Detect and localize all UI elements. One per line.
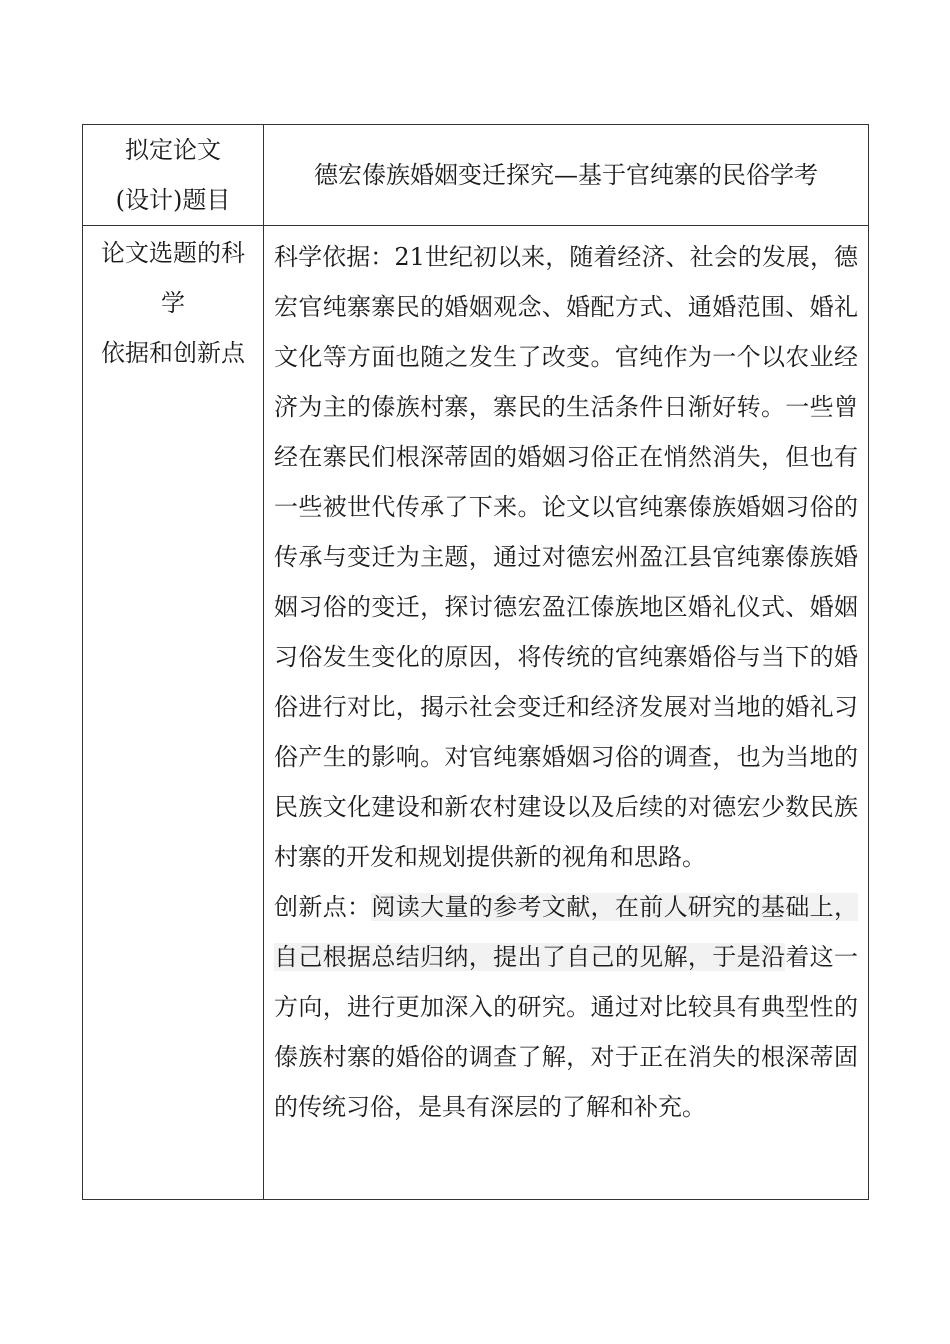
basis-label-cell <box>83 226 264 1200</box>
title-label <box>83 125 263 225</box>
scientific-basis-text: 21世纪初以来，随着经济、社会的发展，德宏官纯寨寨民的婚姻观念、婚配方式、通婚范围、婚礼文化等方面也随之发生了改变。官纯作为一个以农业经济为主的傣族村寨，寨民的生活条件日渐好转。一些曾经在寨民们根深蒂固的婚姻习俗正在悄然消失，但也有一些被世代传承了下来。论文以官纯寨傣族婚姻习俗的传承与变迁为主题，通过对德宏州盈江县官纯寨傣族婚姻习俗的变迁，探讨德宏盈江傣族地区婚礼仪式、婚姻习俗发生变化的原因，将传统的官纯寨婚俗与当下的婚俗进行对比，揭示社会变迁和经济发展对当地的婚礼习俗产生的影响。对官纯寨婚姻习俗的调查，也为当地的民族文化建设和新农村建设以及后续的对德宏少数民族村寨的开发和规划提供新的视角和思路。 <box>274 243 859 871</box>
basis-content <box>264 226 868 1132</box>
thesis-title-cell <box>264 125 869 226</box>
innovation-text-rest: 着这一方向，进行更加深入的研究。通过对比较具有典型性的傣族村寨的婚俗的调查了解，对于正在消失的根深蒂固的传统习俗，是具有深层的了解和补充。 <box>274 943 859 1121</box>
thesis-title: 德宏傣族婚姻变迁探究—基于官纯寨的民俗学考 <box>314 161 818 189</box>
innovation-heading: 创新点： <box>274 893 372 921</box>
basis-row <box>83 226 869 1200</box>
title-label-line1: 拟定论文 <box>125 136 221 164</box>
proposal-form-table <box>82 124 869 1200</box>
basis-label-line2: 依据和创新点 <box>101 339 245 367</box>
scientific-basis-heading: 科学依据： <box>274 243 395 271</box>
innovation-paragraph <box>274 882 858 1132</box>
basis-label-line1: 论文选题的科学 <box>101 239 245 317</box>
scientific-basis-paragraph <box>274 232 858 882</box>
basis-content-cell <box>264 226 869 1200</box>
basis-label <box>83 226 263 378</box>
title-label-cell <box>83 125 264 226</box>
innovation-text-highlighted: 阅读大量的参考文献，在前人研究的基础上，自己根据总结归纳，提出了自己的见解，于是沿 <box>274 893 859 971</box>
title-label-line2: (设计)题目 <box>115 186 231 214</box>
title-row <box>83 125 869 226</box>
